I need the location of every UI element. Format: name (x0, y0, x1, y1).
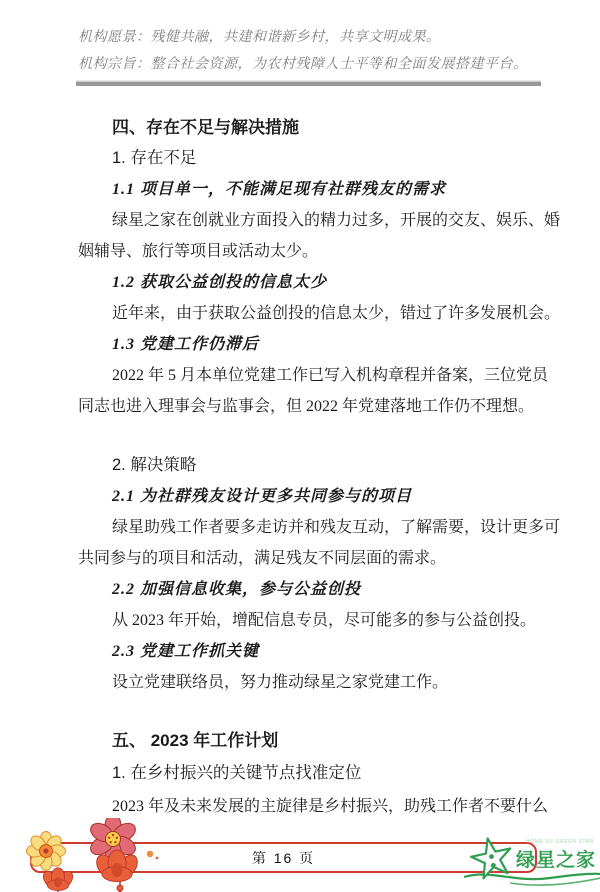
org-vision-line: 机构愿景：残健共融，共建和谐新乡村，共享文明成果。 (78, 30, 441, 45)
heading-section-5: 五、 2023 年工作计划 (112, 731, 279, 750)
document-body (78, 112, 561, 823)
heading-1-2: 1.2 获取公益创投的信息太少 (112, 274, 328, 291)
paragraph-line: 共同参与的项目和活动，满足残友不同层面的需求。 (78, 550, 447, 567)
heading-1-1: 1.1 项目单一，不能满足现有社群残友的需求 (112, 181, 447, 198)
heading-rural-positioning: 1. 在乡村振兴的关键节点找准定位 (112, 764, 362, 782)
paragraph-line: 同志也进入理事会与监事会，但 2022 年党建落地工作仍不理想。 (78, 398, 535, 415)
paragraph-line: 绿星助残工作者要多走访并和残友互动，了解需要，设计更多可 (112, 519, 561, 536)
org-mission-line: 机构宗旨：整合社会资源，为农村残障人士平等和全面发展搭建平台。 (78, 57, 528, 72)
logo-tagline: HOME OF GREEN STAR (526, 839, 594, 845)
paragraph-line: 绿星之家在创就业方面投入的精力过多，开展的交友、娱乐、婚 (112, 212, 561, 229)
heading-2-3: 2.3 党建工作抓关键 (112, 643, 260, 660)
page-header (78, 24, 544, 78)
paragraph-line: 姻辅导、旅行等项目或活动太少。 (78, 243, 319, 260)
flower-decoration-icon (0, 818, 170, 892)
page-number: 第 16 页 (251, 849, 316, 866)
header-rule (76, 82, 541, 86)
heading-1-3: 1.3 党建工作仍滞后 (112, 336, 260, 353)
heading-shortcomings: 1. 存在不足 (112, 149, 197, 167)
paragraph-line: 近年来，由于获取公益创投的信息太少，错过了许多发展机会。 (112, 305, 561, 322)
heading-2-2: 2.2 加强信息收集，参与公益创投 (112, 581, 362, 598)
paragraph-line: 从 2023 年开始，增配信息专员，尽可能多的参与公益创投。 (112, 612, 537, 629)
heading-2-1: 2.1 为社群残友设计更多共同参与的项目 (112, 488, 413, 505)
green-star-logo (462, 832, 600, 890)
heading-section-4: 四、存在不足与解决措施 (112, 118, 299, 137)
paragraph-line: 2022 年 5 月本单位党建工作已写入机构章程并备案，三位党员 (112, 367, 549, 384)
heading-solutions: 2. 解决策略 (112, 456, 197, 474)
logo-name: 绿星之家 (516, 850, 597, 871)
paragraph-line: 2023 年及未来发展的主旋律是乡村振兴，助残工作者不要什么 (112, 798, 549, 815)
paragraph-line: 设立党建联络员，努力推动绿星之家党建工作。 (112, 674, 449, 691)
